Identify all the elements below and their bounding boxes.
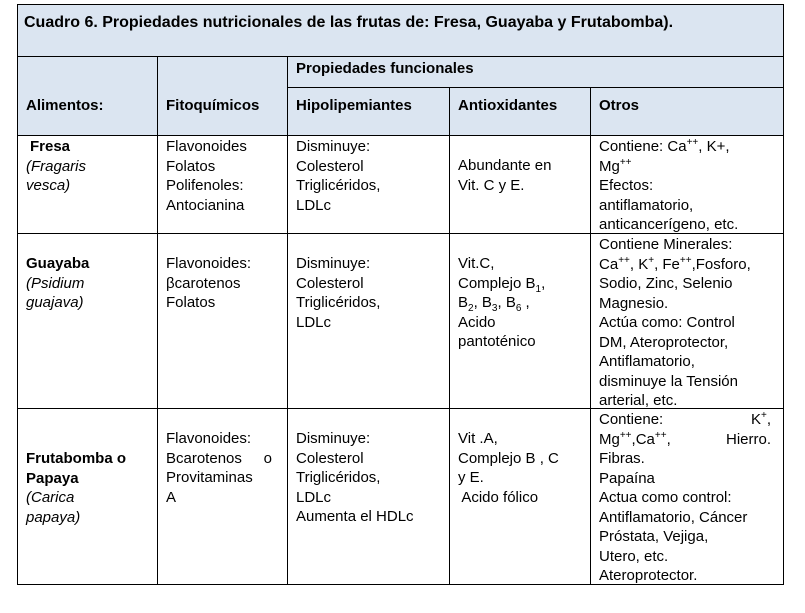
otros-line: Antiflamatorio, Cáncer [599,508,748,526]
header-otros: Otros [599,97,640,114]
antioxidante-item: Acido fólico [458,488,539,506]
row-fresa-antioxidantes [458,156,551,195]
row-guayaba-fitoquimicos [166,254,251,313]
fitoquimico-item: Flavonoides [166,138,247,155]
hipolipemiante-item: LDLc [296,196,332,214]
border-col3 [449,87,450,585]
header-alimentos: Alimentos: [26,97,104,114]
border-left [17,4,18,585]
antioxidante-item: Complejo B , C [458,449,559,467]
hipolipemiante-item: Disminuye: [296,138,371,155]
row-guayaba-food [26,254,89,313]
border-top [17,4,784,5]
antioxidante-item: Vit. C y E. [458,176,525,194]
scientific-name-line: papaya) [26,508,81,526]
border-right [783,4,784,585]
row-papaya-otros [599,410,771,586]
row-papaya-antioxidantes [458,429,559,507]
antioxidante-item: Complejo $B_1$, [458,274,546,295]
antioxidante-item: Vit.C, [458,255,495,272]
row-fresa-food [26,137,86,196]
otros-line: Mg++ [599,156,632,175]
otros-line: Ateroprotector. [599,567,698,584]
fitoquimico-item: A [166,488,177,506]
antioxidante-item: $B_2$, $B_3$, $B_6$ , [458,294,530,314]
scientific-name-line: (Carica [26,489,75,506]
otros-line: disminuye la Tensión [599,372,738,390]
food-name: Guayaba [26,255,90,272]
scientific-name-line: (Psidium [26,274,85,292]
hipolipemiante-item: Triglicéridos, [296,294,381,311]
hipolipemiante-item: Triglicéridos, [296,469,381,486]
fitoquimico-item: Antocianina [166,196,245,214]
hipolipemiante-item: Colesterol [296,157,364,175]
otros-line: Próstata, Vejiga, [599,528,709,545]
scientific-name-line: vesca) [26,177,71,194]
otros-line: arterial, etc. [599,392,678,409]
antioxidante-item: Vit .A, [458,430,498,447]
border-title-bottom [17,56,784,57]
otros-line: Contiene: Ca++, K+, [599,137,730,155]
otros-line: Ca++, K+, Fe++,Fosforo, [599,254,751,273]
hipolipemiante-item: Colesterol [296,449,364,467]
border-col4 [590,87,591,585]
antioxidante-item: Acido [458,313,496,331]
otros-line: Sodio, Zinc, Selenio [599,275,733,292]
hipolipemiante-item: Colesterol [296,274,364,292]
otros-line: Papaína [599,469,655,487]
otros-line: Mg++,Ca++, Hierro. [599,429,771,448]
border-header-bottom [17,135,784,136]
scientific-name-line: (Fragaris [26,157,87,175]
fitoquimico-item: Polifenoles: [166,177,244,194]
row-fresa-otros [599,137,738,235]
table-title: Cuadro 6. Propiedades nutricionales de las frutas de: Fresa, Guayaba y Frutabomba). [24,14,674,31]
otros-line: Fibras. [599,450,645,467]
fitoquimico-item: Folatos [166,157,216,175]
hipolipemiante-item: Aumenta el HDLc [296,508,414,525]
fitoquimico-item: Flavonoides: [166,255,252,272]
hipolipemiante-item: Triglicéridos, [296,177,381,194]
antioxidante-item: Abundante en [458,157,552,174]
food-name-line: Frutabomba o [26,450,126,467]
hipolipemiante-item: Disminuye: [296,430,371,447]
fitoquimico-item: Bcarotenos o [166,449,272,467]
antioxidante-item: y E. [458,469,484,486]
fitoquimico-item: Folatos [166,294,216,311]
otros-line: Magnesio. [599,294,669,312]
otros-line: Actua como control: [599,489,732,506]
header-hipolipemiantes: Hipolipemiantes [296,97,412,114]
scientific-name-line: guajava) [26,294,84,311]
hipolipemiante-item: Disminuye: [296,255,371,272]
border-col1 [157,56,158,585]
row-guayaba-otros [599,235,751,411]
otros-line: anticancerígeno, etc. [599,216,739,233]
header-fitoquimicos: Fitoquímicos [166,97,260,114]
row-guayaba-antioxidantes [458,254,545,352]
fitoquimico-item: Flavonoides: [166,430,252,447]
otros-line: Actúa como: Control [599,314,735,331]
otros-line: Utero, etc. [599,547,669,565]
row-papaya-fitoquimicos [166,429,272,507]
row-papaya-food [26,449,126,527]
row-fresa-hipolipemiantes [296,137,380,215]
fitoquimico-item: βcarotenos [166,274,241,292]
border-col2 [287,56,288,585]
hipolipemiante-item: LDLc [296,488,332,506]
hipolipemiante-item: LDLc [296,313,332,331]
otros-line: Contiene Minerales: [599,236,733,253]
row-papaya-hipolipemiantes [296,429,414,527]
otros-line: antiflamatorio, [599,196,694,214]
food-name: Fresa [30,138,71,155]
fitoquimico-item: Provitaminas [166,469,253,486]
otros-line: Contiene: K+, [599,410,771,428]
header-antioxidantes: Antioxidantes [458,97,558,114]
otros-line: Efectos: [599,177,654,194]
border-subheader [287,87,784,88]
header-propiedades-funcionales: Propiedades funcionales [296,60,474,77]
antioxidante-item: pantoténico [458,333,536,350]
row-guayaba-hipolipemiantes [296,254,380,332]
row-fresa-fitoquimicos [166,137,247,215]
food-name-line: Papaya [26,469,79,487]
otros-line: Antiflamatorio, [599,353,695,370]
otros-line: DM, Ateroprotector, [599,333,729,351]
